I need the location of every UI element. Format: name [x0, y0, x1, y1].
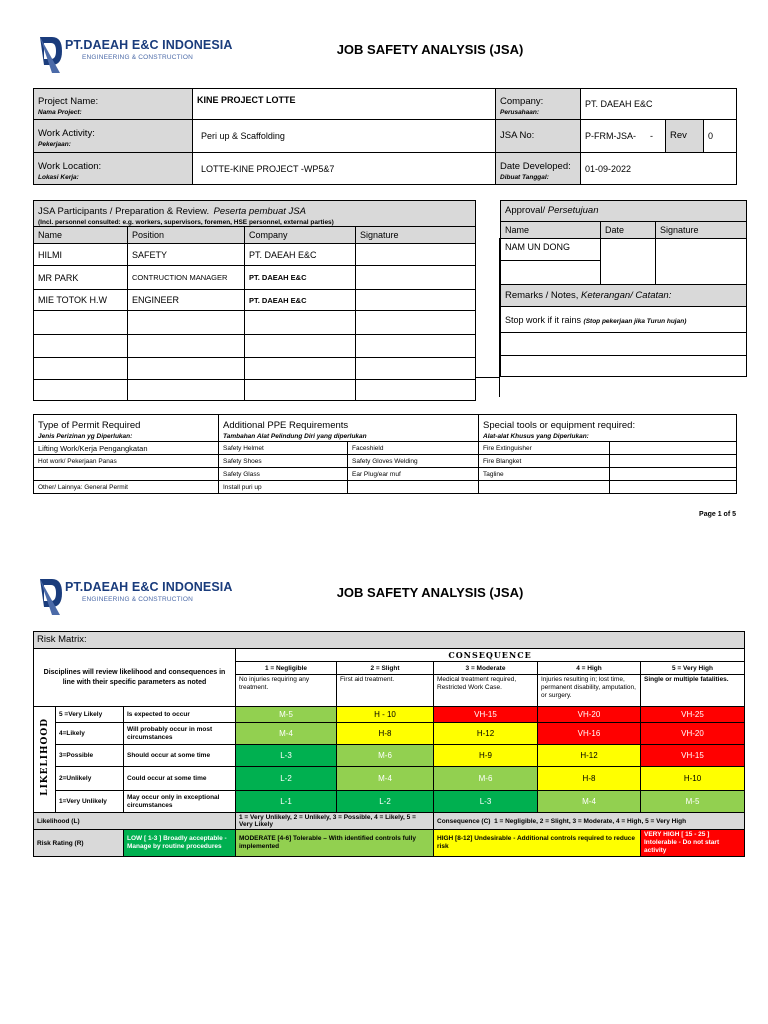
risk-matrix-heading: Risk Matrix:: [34, 632, 745, 649]
company-name: PT.DAEAH E&C INDONESIA: [65, 38, 233, 52]
project-name-label: Project Name: Nama Project:: [34, 89, 193, 120]
rev-value: 0: [704, 120, 737, 153]
table-row: LIKELIHOOD 5 =Very Likely Is expected to occur M-5 H - 10 VH-15 VH-20 VH-25: [34, 707, 745, 723]
remarks-heading: Remarks / Notes, Keterangan/ Catatan:: [501, 285, 747, 307]
table-row: MIE TOTOK H.W ENGINEER PT. DAEAH E&C: [34, 290, 476, 311]
risk-cell: M-5: [641, 791, 745, 813]
table-row: 3=Possible Should occur at some time L-3 M-6 H-9 H-12 VH-15: [34, 745, 745, 767]
page-title: JOB SAFETY ANALYSIS (JSA): [336, 585, 524, 600]
risk-cell: M-6: [434, 767, 538, 791]
risk-cell: VH-15: [641, 745, 745, 767]
company-logo: [38, 33, 278, 77]
date-value: 01-09-2022: [581, 153, 737, 185]
risk-matrix-intro: Disciplines will review likelihood and consequences in line with their specific parameters as noted: [34, 649, 236, 707]
table-row: [34, 380, 476, 401]
approver-name: NAM UN DONG: [501, 239, 601, 261]
jsa-no-value: P-FRM-JSA- -: [581, 120, 666, 153]
table-row: 1=Very Unlikely May occur only in exceptional circumstances L-1 L-2 L-3 M-4 M-5: [34, 791, 745, 813]
risk-cell: VH-15: [434, 707, 538, 723]
risk-cell: M-5: [236, 707, 337, 723]
table-row: MR PARK CONTRUCTION MANAGER PT. DAEAH E&C: [34, 266, 476, 290]
likelihood-legend-scale: 1 = Very Unlikely, 2 = Unlikely, 3 = Possible, 4 = Likely, 5 = Very Likely: [236, 813, 434, 830]
table-row: 2=Unlikely Could occur at some time L-2 M-4 M-6 H-8 H-10: [34, 767, 745, 791]
risk-cell: M-4: [337, 767, 434, 791]
signature-cell[interactable]: [356, 266, 476, 290]
ppe-heading: Additional PPE Requirements Tambahan Alat Pelindung Diri yang diperlukan: [219, 415, 479, 442]
risk-cell: L-1: [236, 791, 337, 813]
likelihood-axis-label: LIKELIHOOD: [34, 707, 56, 813]
approval-table: [500, 200, 747, 377]
company-logo: [38, 575, 278, 619]
table-row: Other/ Lainnya: General Permit Install puri up: [34, 481, 737, 494]
table-row: Lifting Work/Kerja Pengangkatan Safety Helmet Faceshield Fire Extinguisher: [34, 442, 737, 455]
table-row: [34, 335, 476, 358]
table-row: Hot work/ Pekerjaan Panas Safety Shoes Safety Gloves Welding Fire Blangket: [34, 455, 737, 468]
work-location-value: LOTTE-KINE PROJECT -WP5&7: [193, 153, 496, 185]
col-signature-header: Signature: [356, 227, 476, 244]
project-info-table: [33, 88, 737, 185]
consequence-header: 5 = Very High: [641, 662, 745, 675]
page-number: Page 1 of 5: [699, 511, 736, 518]
rating-very-high: VERY HIGH [ 15 - 25 ] Intolerable - Do not start activity: [641, 830, 745, 857]
date-label: Date Developed: Dibuat Tanggal:: [496, 153, 581, 185]
work-activity-label: Work Activity: Pekerjaan:: [34, 120, 193, 153]
participants-table: [33, 200, 476, 401]
likelihood-legend-label: Likelihood (L): [34, 813, 236, 830]
consequence-header: 1 = Negligible: [236, 662, 337, 675]
remarks-value: Stop work if it rains (Stop pekerjaan jika Turun hujan): [501, 307, 747, 333]
divider: [475, 238, 500, 397]
rev-label: Rev: [666, 120, 704, 153]
risk-cell: L-2: [236, 767, 337, 791]
risk-cell: VH-16: [538, 723, 641, 745]
tools-heading: Special tools or equipment required: Alat-alat Khusus yang Diperlukan:: [479, 415, 737, 442]
table-row: [34, 311, 476, 335]
logo-mark-icon: [38, 33, 64, 77]
company-tagline: ENGINEERING & CONSTRUCTION: [82, 54, 194, 61]
work-activity-value: Peri up & Scaffolding: [193, 120, 496, 153]
consequence-header: 3 = Moderate: [434, 662, 538, 675]
risk-rating-label: Risk Rating (R): [34, 830, 124, 857]
risk-cell: VH-25: [641, 707, 745, 723]
logo-mark-icon: [38, 575, 64, 619]
page1-header: [0, 0, 768, 60]
participants-heading: JSA Participants / Preparation & Review. Peserta pembuat JSA (Incl. personnel consulted: e.g. workers, supervisors, foremen, HSE personnel, external parties): [34, 201, 476, 227]
risk-cell: VH-20: [641, 723, 745, 745]
consequence-desc: No injuries requiring any treatment.: [236, 675, 337, 707]
col-name-header: Name: [34, 227, 128, 244]
rating-moderate: MODERATE [4-6] Tolerable – With identified controls fully implemented: [236, 830, 434, 857]
company-name: PT.DAEAH E&C INDONESIA: [65, 580, 233, 594]
approval-date-cell[interactable]: [601, 239, 656, 285]
risk-cell: H-8: [538, 767, 641, 791]
approval-col-signature: Signature: [656, 222, 747, 239]
risk-cell: L-3: [434, 791, 538, 813]
page-title: JOB SAFETY ANALYSIS (JSA): [336, 42, 524, 57]
company-tagline: ENGINEERING & CONSTRUCTION: [82, 596, 194, 603]
table-row: 4=Likely Will probably occur in most circumstances M-4 H-8 H-12 VH-16 VH-20: [34, 723, 745, 745]
table-row: [34, 358, 476, 380]
work-location-label: Work Location: Lokasi Kerja:: [34, 153, 193, 185]
signature-cell[interactable]: [356, 244, 476, 266]
risk-cell: H-9: [434, 745, 538, 767]
consequence-desc: First aid treatment.: [337, 675, 434, 707]
jsa-no-label: JSA No:: [496, 120, 581, 153]
approval-col-name: Name: [501, 222, 601, 239]
approval-heading: Approval/ Persetujuan: [501, 201, 747, 222]
rating-low: LOW [ 1-3 ] Broadly acceptable - Manage by routine procedures: [124, 830, 236, 857]
risk-cell: M-6: [337, 745, 434, 767]
risk-cell: H-12: [434, 723, 538, 745]
signature-cell[interactable]: [356, 290, 476, 311]
risk-cell: VH-20: [538, 707, 641, 723]
col-company-header: Company: [245, 227, 356, 244]
table-row: HILMI SAFETY PT. DAEAH E&C: [34, 244, 476, 266]
consequence-header: 4 = High: [538, 662, 641, 675]
risk-cell: H-8: [337, 723, 434, 745]
permit-heading: Type of Permit Required Jenis Perizinan yg Diperlukan:: [34, 415, 219, 442]
risk-cell: H-10: [641, 767, 745, 791]
company-value: PT. DAEAH E&C: [581, 89, 737, 120]
approval-col-date: Date: [601, 222, 656, 239]
consequence-header: 2 = Slight: [337, 662, 434, 675]
risk-cell: H - 10: [337, 707, 434, 723]
consequence-desc: Injuries resulting in; lost time, permanent disability, amputation, or surgery.: [538, 675, 641, 707]
rating-high: HIGH [8-12] Undesirable - Additional controls required to reduce risk: [434, 830, 641, 857]
table-row: Safety Glass Ear Plug/ear muf Tagline: [34, 468, 737, 481]
risk-cell: M-4: [538, 791, 641, 813]
page2-header: [0, 540, 768, 603]
risk-cell: L-2: [337, 791, 434, 813]
risk-cell: L-3: [236, 745, 337, 767]
risk-matrix-table: [33, 631, 745, 857]
col-position-header: Position: [128, 227, 245, 244]
consequence-desc: Single or multiple fatalities.: [641, 675, 745, 707]
divider: [475, 377, 500, 378]
consequence-desc: Medical treatment required, Restricted Work Case.: [434, 675, 538, 707]
company-label: Company: Perusahaan:: [496, 89, 581, 120]
approval-signature-cell[interactable]: [656, 239, 747, 285]
requirements-table: [33, 414, 737, 494]
project-name-value: KINE PROJECT LOTTE: [193, 89, 496, 120]
risk-cell: M-4: [236, 723, 337, 745]
consequence-legend: Consequence (C) 1 = Negligible, 2 = Slight, 3 = Moderate, 4 = High, 5 = Very High: [434, 813, 745, 830]
consequence-heading: CONSEQUENCE: [236, 649, 745, 662]
risk-cell: H-12: [538, 745, 641, 767]
